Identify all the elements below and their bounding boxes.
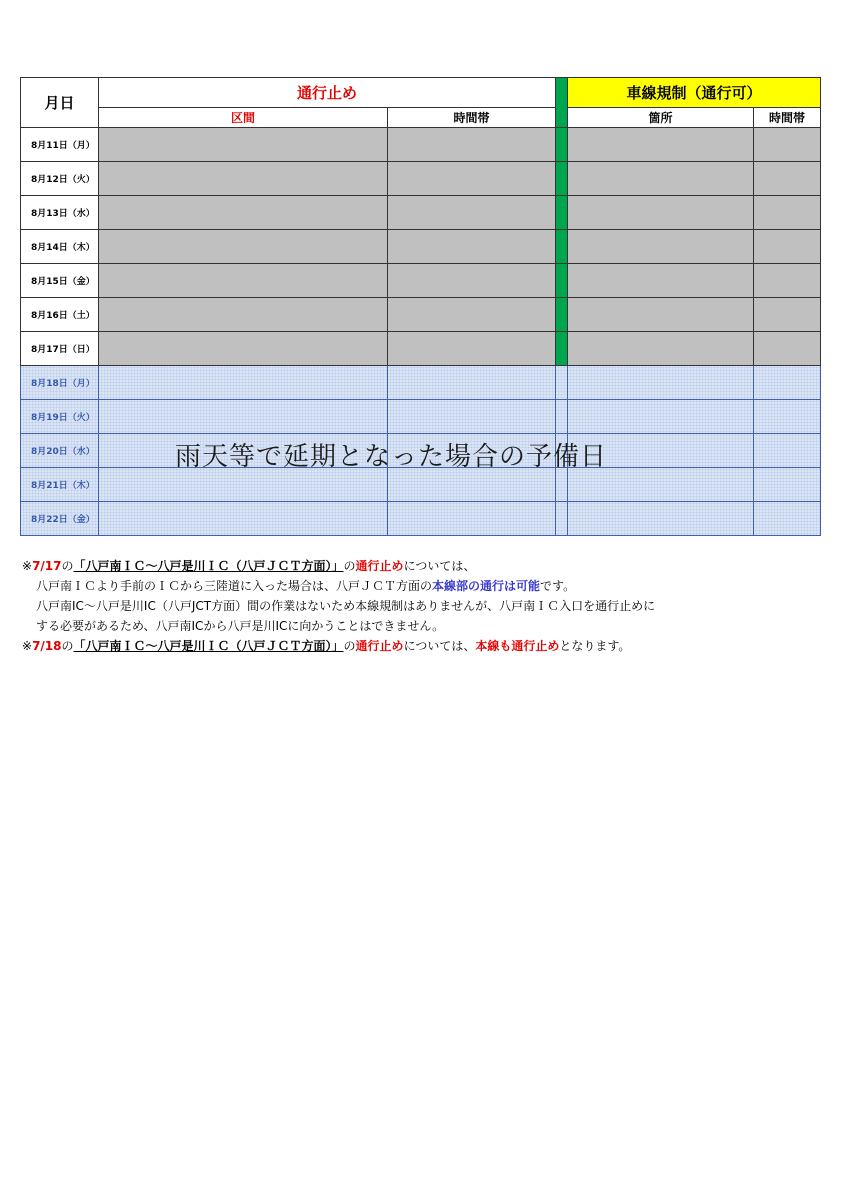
note-2-line-1 bbox=[22, 636, 822, 656]
time-cell bbox=[388, 400, 556, 434]
table-row bbox=[21, 196, 821, 230]
note-1-line-1 bbox=[22, 556, 822, 576]
section-cell bbox=[99, 162, 388, 196]
section-cell bbox=[99, 230, 388, 264]
time-cell bbox=[754, 264, 821, 298]
time-cell bbox=[754, 400, 821, 434]
divider-cell bbox=[556, 366, 568, 400]
time-cell bbox=[754, 468, 821, 502]
note-1-line-4: する必要があるため、八戸南ICから八戸是川ICに向かうことはできません。 bbox=[36, 619, 445, 633]
note-mark: ※ bbox=[22, 559, 33, 573]
table-row bbox=[21, 298, 821, 332]
section-cell bbox=[99, 264, 388, 298]
reserve-date-cell: 8月21日（木） bbox=[21, 468, 99, 502]
time-cell bbox=[754, 128, 821, 162]
reserve-date-cell: 8月20日（水） bbox=[21, 434, 99, 468]
date-cell: 8月11日（月） bbox=[21, 128, 99, 162]
time-cell bbox=[754, 366, 821, 400]
header-time-lane: 時間帯 bbox=[754, 108, 821, 128]
date-cell: 8月17日（日） bbox=[21, 332, 99, 366]
time-cell bbox=[388, 332, 556, 366]
reserve-date-cell: 8月19日（火） bbox=[21, 400, 99, 434]
time-cell bbox=[754, 162, 821, 196]
divider-green bbox=[556, 230, 568, 264]
note-closure: 通行止め bbox=[355, 559, 404, 573]
note-particle: の bbox=[61, 639, 74, 653]
section-cell bbox=[99, 366, 388, 400]
note-particle: の bbox=[343, 559, 356, 573]
time-cell bbox=[754, 434, 821, 468]
note-highlight: 本線部の通行は可能 bbox=[432, 579, 541, 593]
date-cell: 8月14日（木） bbox=[21, 230, 99, 264]
time-cell bbox=[754, 332, 821, 366]
note-date: 7/17 bbox=[32, 559, 62, 573]
section-cell bbox=[99, 400, 388, 434]
divider-green bbox=[556, 332, 568, 366]
location-cell bbox=[568, 366, 754, 400]
divider-cell bbox=[556, 502, 568, 536]
date-cell: 8月13日（水） bbox=[21, 196, 99, 230]
note-text: については、 bbox=[403, 559, 476, 573]
note-section: 「八戸南ＩＣ～八戸是川ＩＣ（八戸ＪＣＴ方面）」 bbox=[73, 559, 344, 573]
divider-green bbox=[556, 128, 568, 162]
header-closure: 通行止め bbox=[99, 78, 556, 108]
time-cell bbox=[754, 298, 821, 332]
table-row bbox=[21, 264, 821, 298]
location-cell bbox=[568, 332, 754, 366]
date-cell: 8月12日（火） bbox=[21, 162, 99, 196]
location-cell bbox=[568, 196, 754, 230]
note-mark: ※ bbox=[22, 639, 33, 653]
time-cell bbox=[388, 298, 556, 332]
header-section: 区間 bbox=[99, 108, 388, 128]
divider-green bbox=[556, 78, 568, 128]
time-cell bbox=[388, 162, 556, 196]
section-cell bbox=[99, 332, 388, 366]
note-text: となります。 bbox=[559, 639, 631, 653]
header-date: 月日 bbox=[21, 78, 99, 128]
note-1-line-2 bbox=[22, 576, 822, 596]
time-cell bbox=[388, 230, 556, 264]
divider-green bbox=[556, 162, 568, 196]
note-1-line-3: 八戸南IC～八戸是川IC（八戸JCT方面）間の作業はないため本線規制はありませんが、八戸南ＩＣ入口を通行止めに bbox=[36, 599, 656, 613]
location-cell bbox=[568, 264, 754, 298]
time-cell bbox=[388, 264, 556, 298]
note-closure: 通行止め bbox=[355, 639, 404, 653]
note-text: 八戸南ＩＣより手前のＩＣから三陸道に入った場合は、八戸ＪＣＴ方面の bbox=[36, 579, 433, 593]
header-lane-restriction: 車線規制（通行可） bbox=[568, 78, 821, 108]
note-section: 「八戸南ＩＣ～八戸是川ＩＣ（八戸ＪＣＴ方面）」 bbox=[73, 639, 344, 653]
note-date: 7/18 bbox=[32, 639, 62, 653]
date-cell: 8月16日（土） bbox=[21, 298, 99, 332]
reserve-row bbox=[21, 366, 821, 400]
time-cell bbox=[388, 128, 556, 162]
reserve-day-overlay-text: 雨天等で延期となった場合の予備日 bbox=[175, 442, 608, 472]
section-cell bbox=[99, 298, 388, 332]
location-cell bbox=[568, 128, 754, 162]
notes bbox=[22, 556, 822, 656]
time-cell bbox=[754, 196, 821, 230]
date-cell: 8月15日（金） bbox=[21, 264, 99, 298]
reserve-date-cell: 8月18日（月） bbox=[21, 366, 99, 400]
note-text: については、 bbox=[403, 639, 476, 653]
header-time-closure: 時間帯 bbox=[388, 108, 556, 128]
location-cell bbox=[568, 298, 754, 332]
table-row bbox=[21, 332, 821, 366]
reserve-row bbox=[21, 400, 821, 434]
note-main-closure: 本線も通行止め bbox=[475, 639, 560, 653]
section-cell bbox=[99, 196, 388, 230]
table-row bbox=[21, 128, 821, 162]
divider-green bbox=[556, 298, 568, 332]
divider-green bbox=[556, 196, 568, 230]
reserve-date-cell: 8月22日（金） bbox=[21, 502, 99, 536]
note-particle: の bbox=[61, 559, 74, 573]
divider-cell bbox=[556, 400, 568, 434]
table-row bbox=[21, 162, 821, 196]
location-cell bbox=[568, 230, 754, 264]
header-location: 箇所 bbox=[568, 108, 754, 128]
location-cell bbox=[568, 502, 754, 536]
divider-green bbox=[556, 264, 568, 298]
location-cell bbox=[568, 162, 754, 196]
time-cell bbox=[754, 502, 821, 536]
reserve-row bbox=[21, 502, 821, 536]
location-cell bbox=[568, 400, 754, 434]
section-cell bbox=[99, 502, 388, 536]
time-cell bbox=[388, 502, 556, 536]
section-cell bbox=[99, 128, 388, 162]
table-row bbox=[21, 230, 821, 264]
time-cell bbox=[754, 230, 821, 264]
time-cell bbox=[388, 196, 556, 230]
time-cell bbox=[388, 366, 556, 400]
note-text: です。 bbox=[540, 579, 576, 593]
note-particle: の bbox=[343, 639, 356, 653]
